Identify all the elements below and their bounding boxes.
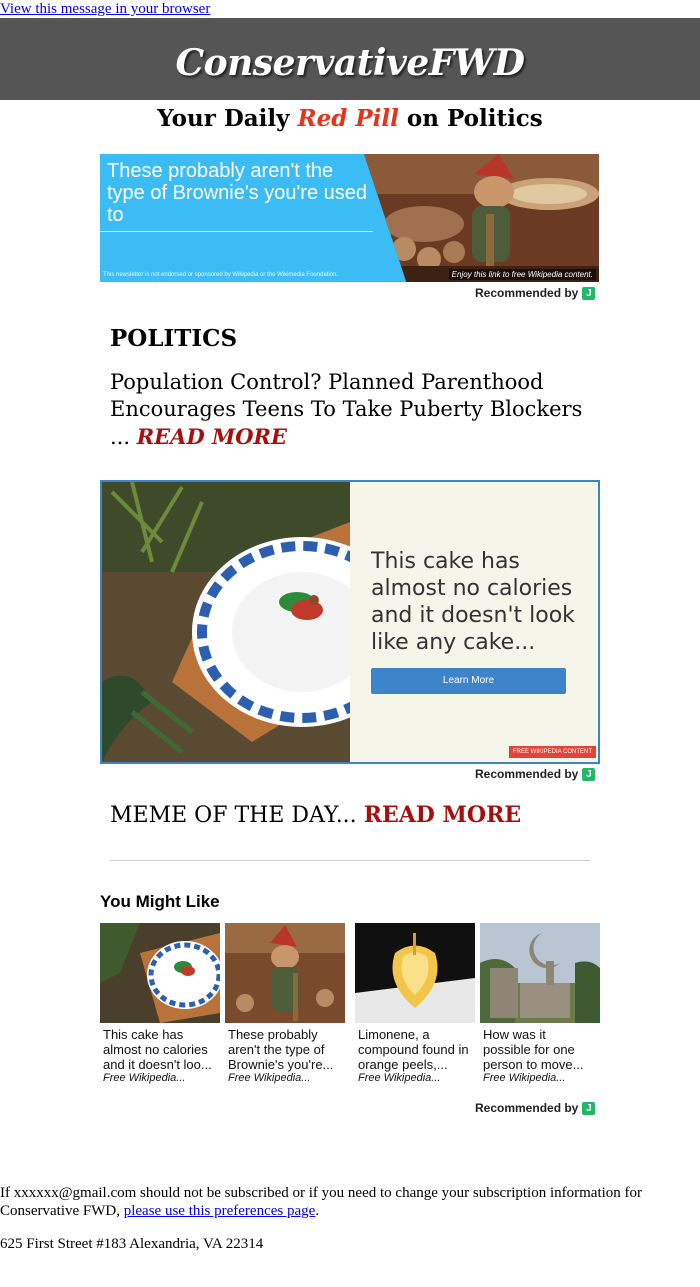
j-logo-icon: J: [582, 768, 595, 781]
j-logo-icon: J: [582, 287, 595, 300]
orange-peel-thumbnail-image[interactable]: [355, 923, 475, 1023]
cake-thumbnail-image[interactable]: [100, 923, 220, 1023]
gnome-illustration-image[interactable]: [364, 154, 599, 282]
masthead: [0, 18, 700, 100]
read-more-link-meme[interactable]: READ MORE: [363, 802, 522, 828]
politics-headline-link[interactable]: Population Control? Planned Parenthood Encourages Teens To Take Puberty Blockers: [110, 370, 583, 421]
recommended-by-2[interactable]: [475, 767, 595, 781]
coral-castle-thumbnail-image[interactable]: [480, 923, 600, 1023]
brand-title[interactable]: ConservativeFWD: [175, 42, 525, 84]
tagline-highlight: Red Pill: [297, 105, 399, 132]
recommended-by-1[interactable]: [475, 286, 595, 300]
cake-plate-image[interactable]: [102, 482, 350, 762]
subscription-notice: [0, 1184, 700, 1220]
read-more-link-politics[interactable]: READ MORE: [136, 424, 287, 449]
subscription-text: If xxxxxx@gmail.com should not be subscribed or if you need to change your subscription information for Conservative FWD,: [0, 1185, 643, 1219]
divider: [110, 860, 590, 861]
brownie-ad-text[interactable]: These probably aren't the type of Brownie's you're used to: [107, 160, 367, 226]
recommended-by-label: Recommended by: [475, 1101, 579, 1115]
ad-divider-line: [100, 231, 373, 232]
card-title[interactable]: This cake has almost no calories and it doesn't loo...: [103, 1027, 212, 1072]
recommendation-card[interactable]: [480, 923, 600, 1088]
brownie-ad-banner[interactable]: [100, 154, 599, 282]
postal-address: 625 First Street #183 Alexandria, VA 22314: [0, 1236, 264, 1252]
tagline-after: on Politics: [398, 105, 543, 132]
view-in-browser-link[interactable]: View this message in your browser: [0, 1, 211, 17]
card-source: Free Wikipedia...: [228, 1072, 311, 1084]
ad-caption: Enjoy this link to free Wikipedia content.: [449, 269, 596, 280]
subscription-text-end: .: [315, 1203, 320, 1219]
card-source: Free Wikipedia...: [358, 1072, 441, 1084]
card-source: Free Wikipedia...: [103, 1072, 186, 1084]
recommended-by-label: Recommended by: [475, 286, 579, 300]
tagline: [0, 103, 700, 135]
recommended-by-label: Recommended by: [475, 767, 579, 781]
learn-more-button[interactable]: Learn More: [371, 668, 566, 694]
card-title[interactable]: Limonene, a compound found in orange peels,...: [358, 1027, 469, 1072]
recommended-by-3[interactable]: [475, 1101, 595, 1115]
recommendation-card[interactable]: [225, 923, 345, 1088]
card-title[interactable]: How was it possible for one person to move...: [483, 1027, 584, 1072]
recommendation-card[interactable]: [355, 923, 475, 1088]
ad-disclaimer: This newsletter is not endorsed or sponsored by Wikipedia or the Wikimedia Foundation.: [103, 272, 339, 278]
section-heading-politics: POLITICS: [110, 325, 238, 352]
j-logo-icon: J: [582, 1102, 595, 1115]
gnome-thumbnail-image[interactable]: [225, 923, 345, 1023]
tagline-before: Your Daily: [157, 105, 298, 132]
preferences-link[interactable]: please use this preferences page: [123, 1203, 316, 1219]
politics-headline: [110, 369, 590, 451]
meme-of-the-day: [110, 799, 521, 832]
meme-label: MEME OF THE DAY...: [110, 803, 357, 828]
you-might-like-title: You Might Like: [100, 892, 220, 911]
cake-ad-text[interactable]: This cake has almost no calories and it doesn't look like any cake...: [371, 549, 575, 655]
headline-ellipsis: ...: [110, 425, 131, 449]
free-wikipedia-badge: FREE WIKIPEDIA CONTENT: [509, 746, 596, 758]
card-source: Free Wikipedia...: [483, 1072, 566, 1084]
recommendation-card[interactable]: [100, 923, 220, 1088]
card-title[interactable]: These probably aren't the type of Brownie's you're...: [228, 1027, 334, 1072]
cake-ad[interactable]: [100, 480, 600, 764]
